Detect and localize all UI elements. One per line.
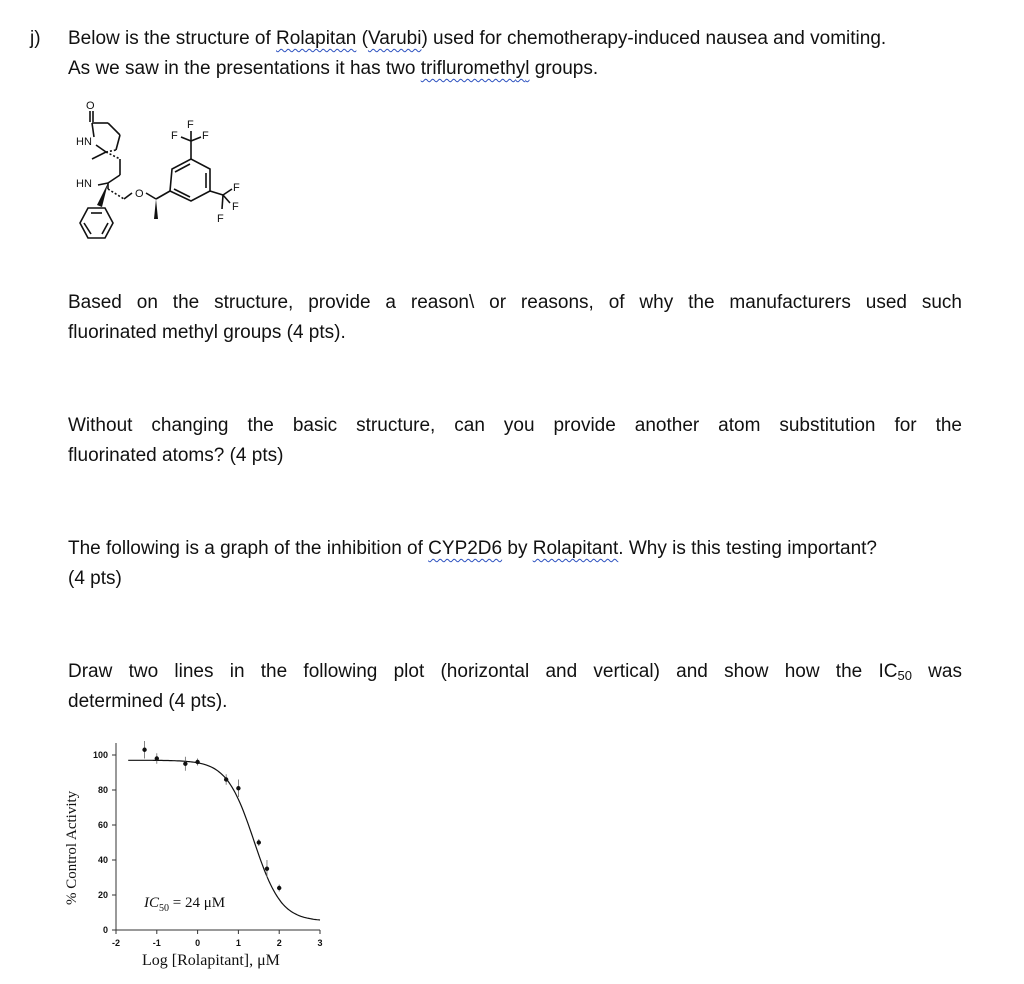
atom-label-f: F (202, 130, 209, 142)
data-point (224, 777, 228, 781)
atom-label-f: F (171, 130, 178, 142)
y-tick-label: 20 (97, 890, 108, 900)
question-label: j) (30, 28, 41, 49)
data-point (265, 867, 269, 871)
term-trifluromethyl: trifluromethyl (420, 58, 530, 79)
question-3-line-2: (4 pts) (68, 568, 122, 589)
chemical-structure (60, 95, 280, 255)
y-axis-label: % Control Activity (64, 790, 80, 905)
x-tick-label: 1 (235, 938, 241, 948)
data-point (277, 886, 281, 890)
ic50-chart (60, 735, 360, 975)
question-3-line-1: The following is a graph of the inhibition of CYP2D6 by Rolapitant. Why is this testing important? (68, 538, 877, 559)
question-1-line-1: Based on the structure, provide a reason\ or reasons, of why the manufacturers used such (68, 292, 962, 313)
data-point (257, 840, 261, 844)
y-tick-label: 40 (97, 855, 108, 865)
atom-label-f: F (232, 201, 239, 213)
data-point (155, 756, 159, 760)
atom-label-o-ketone: O (86, 100, 95, 112)
y-tick-label: 80 (97, 785, 108, 795)
x-axis-label: Log [Rolapitant], μM (142, 952, 280, 969)
y-tick-label: 100 (92, 750, 108, 760)
x-tick-label: -2 (111, 938, 121, 948)
atom-label-hn-bottom: HN (76, 178, 92, 190)
question-1-line-2: fluorinated methyl groups (4 pts). (68, 322, 346, 343)
intro-line-2: As we saw in the presentations it has two trifluromethyl groups. (68, 58, 599, 79)
atom-label-f: F (217, 213, 224, 225)
y-tick-label: 0 (102, 925, 108, 935)
atom-label-f: F (187, 119, 194, 131)
x-tick-label: 2 (276, 938, 282, 948)
drug-brand-varubi: Varubi (367, 28, 422, 49)
data-point (183, 762, 187, 766)
atom-label-hn-top: HN (76, 136, 92, 148)
question-2-line-2: fluorinated atoms? (4 pts) (68, 445, 284, 466)
y-tick-label: 60 (97, 820, 108, 830)
enzyme-cyp2d6: CYP2D6 (428, 538, 503, 559)
atom-label-o-ether: O (135, 188, 144, 200)
atom-label-f: F (233, 182, 240, 194)
ic50-annotation: $IC_{50} = 24$ μM (144, 895, 226, 914)
x-tick-label: -1 (152, 938, 161, 948)
x-tick-label: 3 (317, 938, 323, 948)
drug-name-rolapitant: Rolapitant (532, 538, 619, 559)
data-point (142, 748, 146, 752)
question-4-line-2: determined (4 pts). (68, 691, 228, 712)
question-2-line-1: Without changing the basic structure, can you provide another atom substitution for the (68, 415, 962, 436)
drug-name-rolapitan: Rolapitan (276, 28, 357, 49)
question-4-line-1: Draw two lines in the following plot (horizontal and vertical) and show how the $IC_{50}$ was (68, 661, 962, 683)
x-tick-label: 0 (195, 938, 201, 948)
data-point (195, 760, 199, 764)
intro-line-1: Below is the structure of Rolapitan (Varubi) used for chemotherapy-induced nausea and vomiting. (68, 28, 887, 49)
data-point (236, 786, 240, 790)
